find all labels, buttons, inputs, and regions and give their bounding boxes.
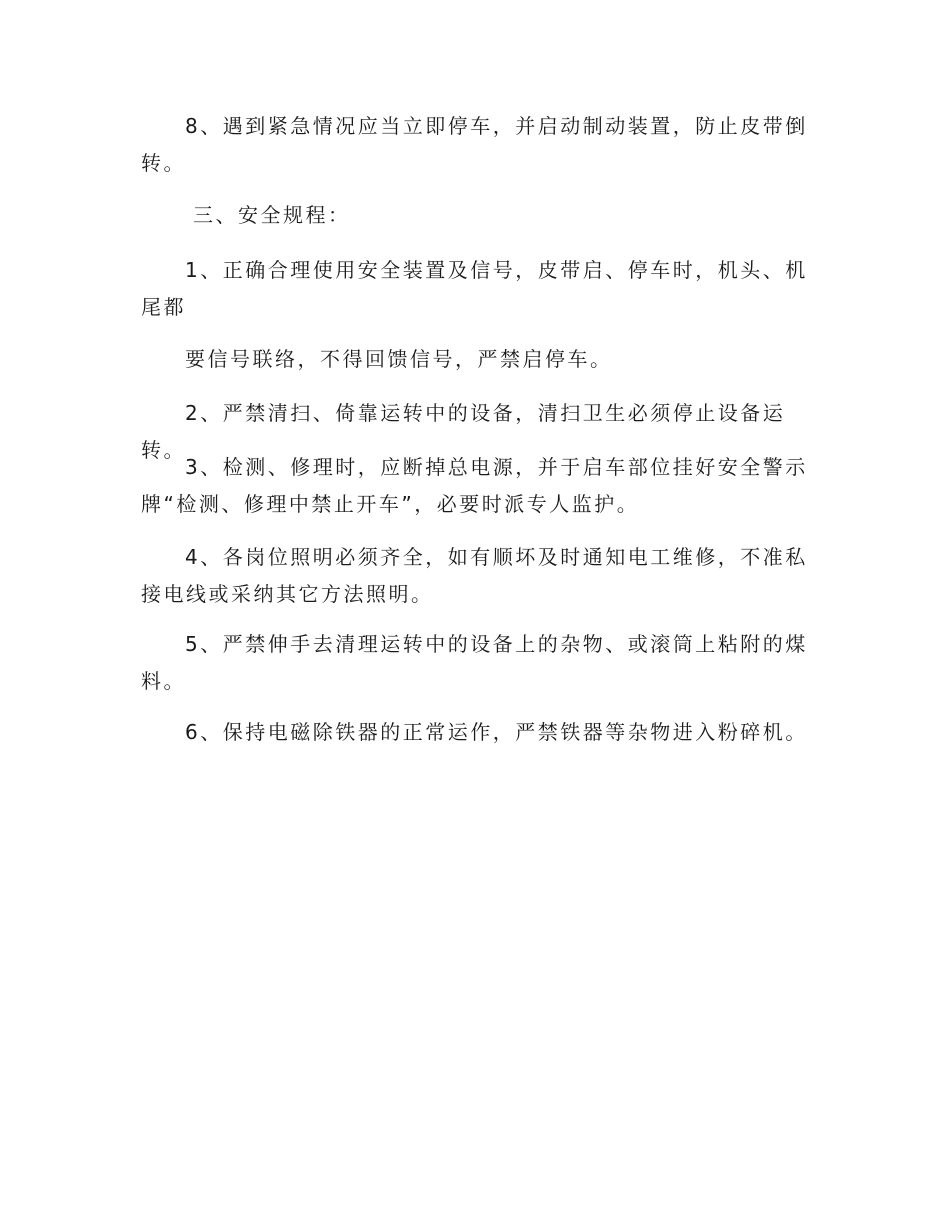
- paragraph-rule-3: 3、检测、修理时，应断掉总电源，并于启车部位挂好安全警示牌“检测、修理中禁止开车”，必要时派专人监护。: [141, 455, 808, 516]
- paragraph-rule-5: 5、严禁伸手去清理运转中的设备上的杂物、或滚筒上粘附的煤料。: [141, 632, 808, 693]
- section-heading-safety-rules: 三、安全规程：: [193, 203, 351, 227]
- paragraph-item-8: 8、遇到紧急情况应当立即停车，并启动制动装置，防止皮带倒转。: [141, 114, 808, 175]
- paragraph-rule-6: 6、保持电磁除铁器的正常运作，严禁铁器等杂物进入粉碎机。: [185, 720, 808, 744]
- paragraph-rule-1-continued: 要信号联络，不得回馈信号，严禁启停车。: [185, 347, 613, 371]
- paragraph-rule-1: 1、正确合理使用安全装置及信号，皮带启、停车时，机头、机尾都: [141, 258, 808, 319]
- paragraph-rule-4: 4、各岗位照明必须齐全，如有顺坏及时通知电工维修，不准私接电线或采纳其它方法照明。: [141, 545, 808, 606]
- paragraph-rule-2: 2、严禁清扫、倚靠运转中的设备，清扫卫生必须停止设备运转。: [141, 401, 786, 462]
